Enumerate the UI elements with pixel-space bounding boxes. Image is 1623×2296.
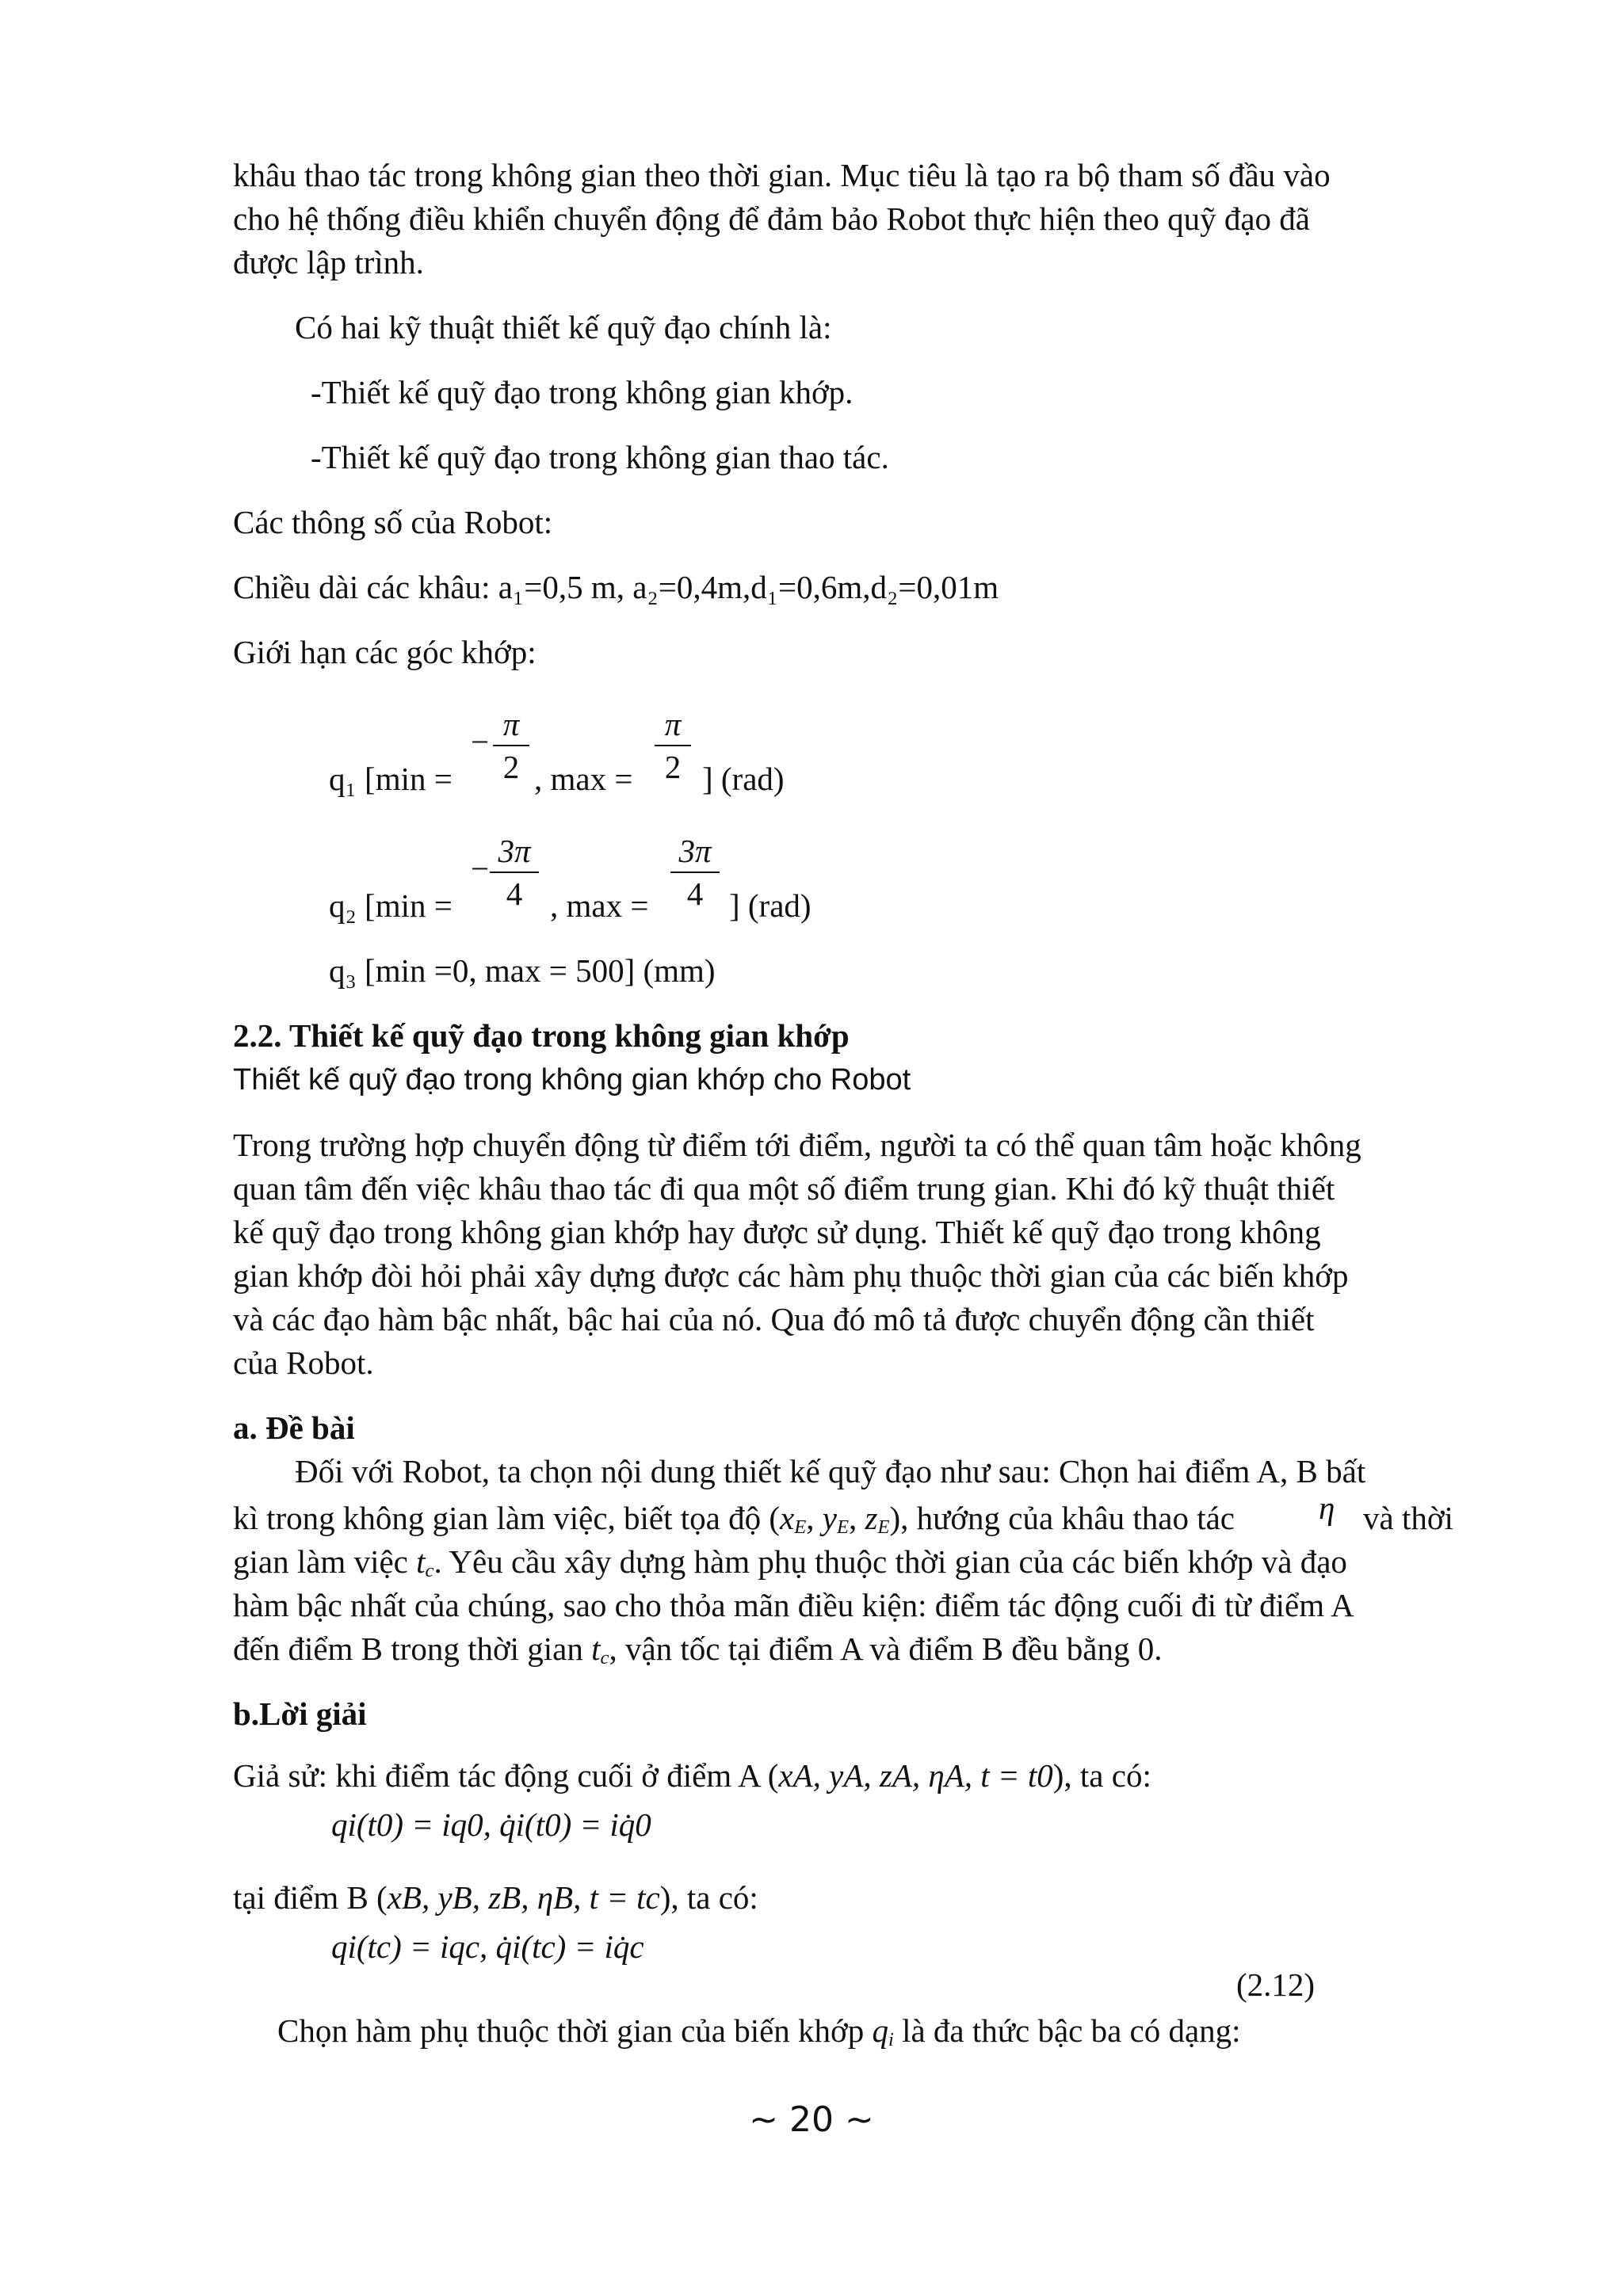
q2-min-denominator: 4: [506, 875, 523, 912]
sub-c: c: [600, 1646, 609, 1669]
sub-e: E: [877, 1516, 890, 1538]
q1-max-numerator: π: [655, 704, 691, 746]
section-paragraph-line-3: kế quỹ đạo trong không gian khớp hay được sử dụng. Thiết kế quỹ đạo trong không: [233, 1214, 1321, 1250]
problem-line-2-text-a: kì trong không gian làm việc, biết tọa độ (: [233, 1500, 781, 1536]
sub-e: E: [836, 1516, 849, 1538]
q2-min-fraction: [490, 830, 539, 914]
problem-line-1: Đối với Robot, ta chọn nội dung thiết kế quỹ đạo như sau: Chọn hai điểm A, B bất: [295, 1453, 1366, 1489]
technique-item-joint: -Thiết kế quỹ đạo trong không gian khớp.: [311, 374, 854, 410]
q2-max-fraction: [670, 830, 720, 914]
q1-limit-mid: , max =: [534, 761, 633, 797]
q2-limit-label: q₂ [min =: [329, 887, 453, 924]
q1-min-fraction: [493, 704, 529, 788]
boundary-equation-a: qi(t0) = iq0, q̇i(t0) = iq̇0: [331, 1806, 651, 1843]
section-paragraph-line-6: của Robot.: [233, 1344, 374, 1381]
sub-i: i: [888, 2028, 894, 2050]
technique-item-task: -Thiết kế quỹ đạo trong không gian thao tác.: [311, 439, 889, 475]
equation-number: (2.12): [1236, 1966, 1316, 2003]
sep: ,: [848, 1500, 865, 1536]
var-y: y: [822, 1500, 837, 1536]
var-q: q: [872, 2012, 888, 2049]
var-z: z: [865, 1500, 878, 1536]
cubic-text: Chọn hàm phụ thuộc thời gian của biến khớp: [277, 2012, 873, 2049]
q1-min-numerator: π: [493, 704, 529, 746]
problem-line-2-text-b: ), hướng của khâu thao tác: [889, 1500, 1235, 1536]
q1-max-denominator: 2: [664, 749, 682, 785]
point-a-line: [233, 1754, 1151, 1798]
eta-glyph: η: [1319, 1489, 1335, 1526]
q2-min-minus: −: [471, 850, 490, 887]
problem-line-3-text-a: gian làm việc: [233, 1543, 417, 1580]
sub-e: E: [794, 1516, 807, 1538]
q2-limit-end: ] (rad): [729, 887, 812, 924]
q1-limit-end: ] (rad): [702, 761, 785, 797]
params-heading: Các thông số của Robot:: [233, 504, 553, 540]
intro-line-1: khâu thao tác trong không gian theo thời gian. Mục tiêu là tạo ra bộ tham số đầu vào: [233, 157, 1331, 193]
problem-line-5-text-b: , vận tốc tại điểm A và điểm B đều bằng 0.: [609, 1630, 1163, 1667]
var-t: t: [591, 1630, 601, 1667]
solution-heading: b.Lời giải: [233, 1695, 367, 1732]
sub-c: c: [425, 1559, 434, 1581]
point-b-text-end: ), ta có:: [659, 1879, 758, 1916]
problem-line-5: [233, 1627, 1162, 1680]
q1-min-minus: −: [471, 723, 490, 760]
q2-max-denominator: 4: [686, 875, 704, 912]
q3-limit: q₃ [min =0, max = 500] (mm): [329, 952, 716, 989]
intro-line-2: cho hệ thống điều khiển chuyển động để đảm bảo Robot thực hiện theo quỹ đạo đã: [233, 200, 1310, 237]
eta-symbol: [1319, 1486, 1335, 1530]
q2-limit-mid: , max =: [550, 887, 649, 924]
point-b-coordinates: xB, yB, zB, ηB, t = tc: [387, 1879, 660, 1916]
point-a-text-end: ), ta có:: [1052, 1757, 1151, 1794]
page-number: ~ 20 ~: [749, 2100, 874, 2140]
cubic-polynomial-line: [277, 2009, 1241, 2061]
problem-line-2-end: và thời: [1363, 1500, 1453, 1536]
sep: ,: [806, 1500, 823, 1536]
q2-max-numerator: 3π: [670, 830, 720, 873]
point-a-coordinates: xA, yA, zA, ηA, t = t0: [778, 1757, 1053, 1794]
section-paragraph-line-5: và các đạo hàm bậc nhất, bậc hai của nó. Qua đó mô tả được chuyển động cần thiết: [233, 1301, 1315, 1337]
problem-line-5-text-a: đến điểm B trong thời gian: [233, 1630, 592, 1667]
var-x: x: [780, 1500, 795, 1536]
section-paragraph-line-2: quan tâm đến việc khâu thao tác đi qua một số điểm trung gian. Khi đó kỹ thuật thiết: [233, 1170, 1335, 1207]
q1-max-fraction: [655, 704, 691, 788]
point-b-text: tại điểm B (: [233, 1879, 388, 1916]
point-a-text: Giả sử: khi điểm tác động cuối ở điểm A (: [233, 1757, 779, 1794]
problem-line-3-text-b: . Yêu cầu xây dựng hàm phụ thuộc thời gian của các biến khớp và đạo: [433, 1543, 1347, 1580]
q1-min-denominator: 2: [502, 749, 520, 785]
q2-min-numerator: 3π: [490, 830, 539, 873]
var-t: t: [416, 1543, 426, 1580]
intro-line-3: được lập trình.: [233, 244, 424, 280]
section-paragraph-line-1: Trong trường hợp chuyển động từ điểm tới điểm, người ta có thể quan tâm hoặc không: [233, 1127, 1361, 1163]
point-b-line: [233, 1876, 758, 1920]
link-lengths: Chiều dài các khâu: a₁=0,5 m, a₂=0,4m,d₁=0,6m,d₂=0,01m: [233, 569, 999, 605]
section-title: 2.2. Thiết kế quỹ đạo trong không gian khớp: [233, 1017, 850, 1054]
joint-limits-heading: Giới hạn các góc khớp:: [233, 634, 537, 670]
section-paragraph-line-4: gian khớp đòi hỏi phải xây dựng được các hàm phụ thuộc thời gian của các biến khớp: [233, 1257, 1349, 1294]
boundary-equation-b: qi(tc) = iqc, q̇i(tc) = iq̇c: [331, 1928, 644, 1965]
problem-line-4: hàm bậc nhất của chúng, sao cho thỏa mãn điều kiện: điểm tác động cuối đi từ điểm A: [233, 1587, 1354, 1623]
problem-heading: a. Đề bài: [233, 1409, 355, 1446]
techniques-lead: Có hai kỹ thuật thiết kế quỹ đạo chính là:: [295, 309, 832, 345]
cubic-text-end: là đa thức bậc ba có dạng:: [893, 2012, 1241, 2049]
section-subtitle: Thiết kế quỹ đạo trong không gian khớp cho Robot: [233, 1063, 911, 1097]
q1-limit-label: q₁ [min =: [329, 761, 453, 797]
